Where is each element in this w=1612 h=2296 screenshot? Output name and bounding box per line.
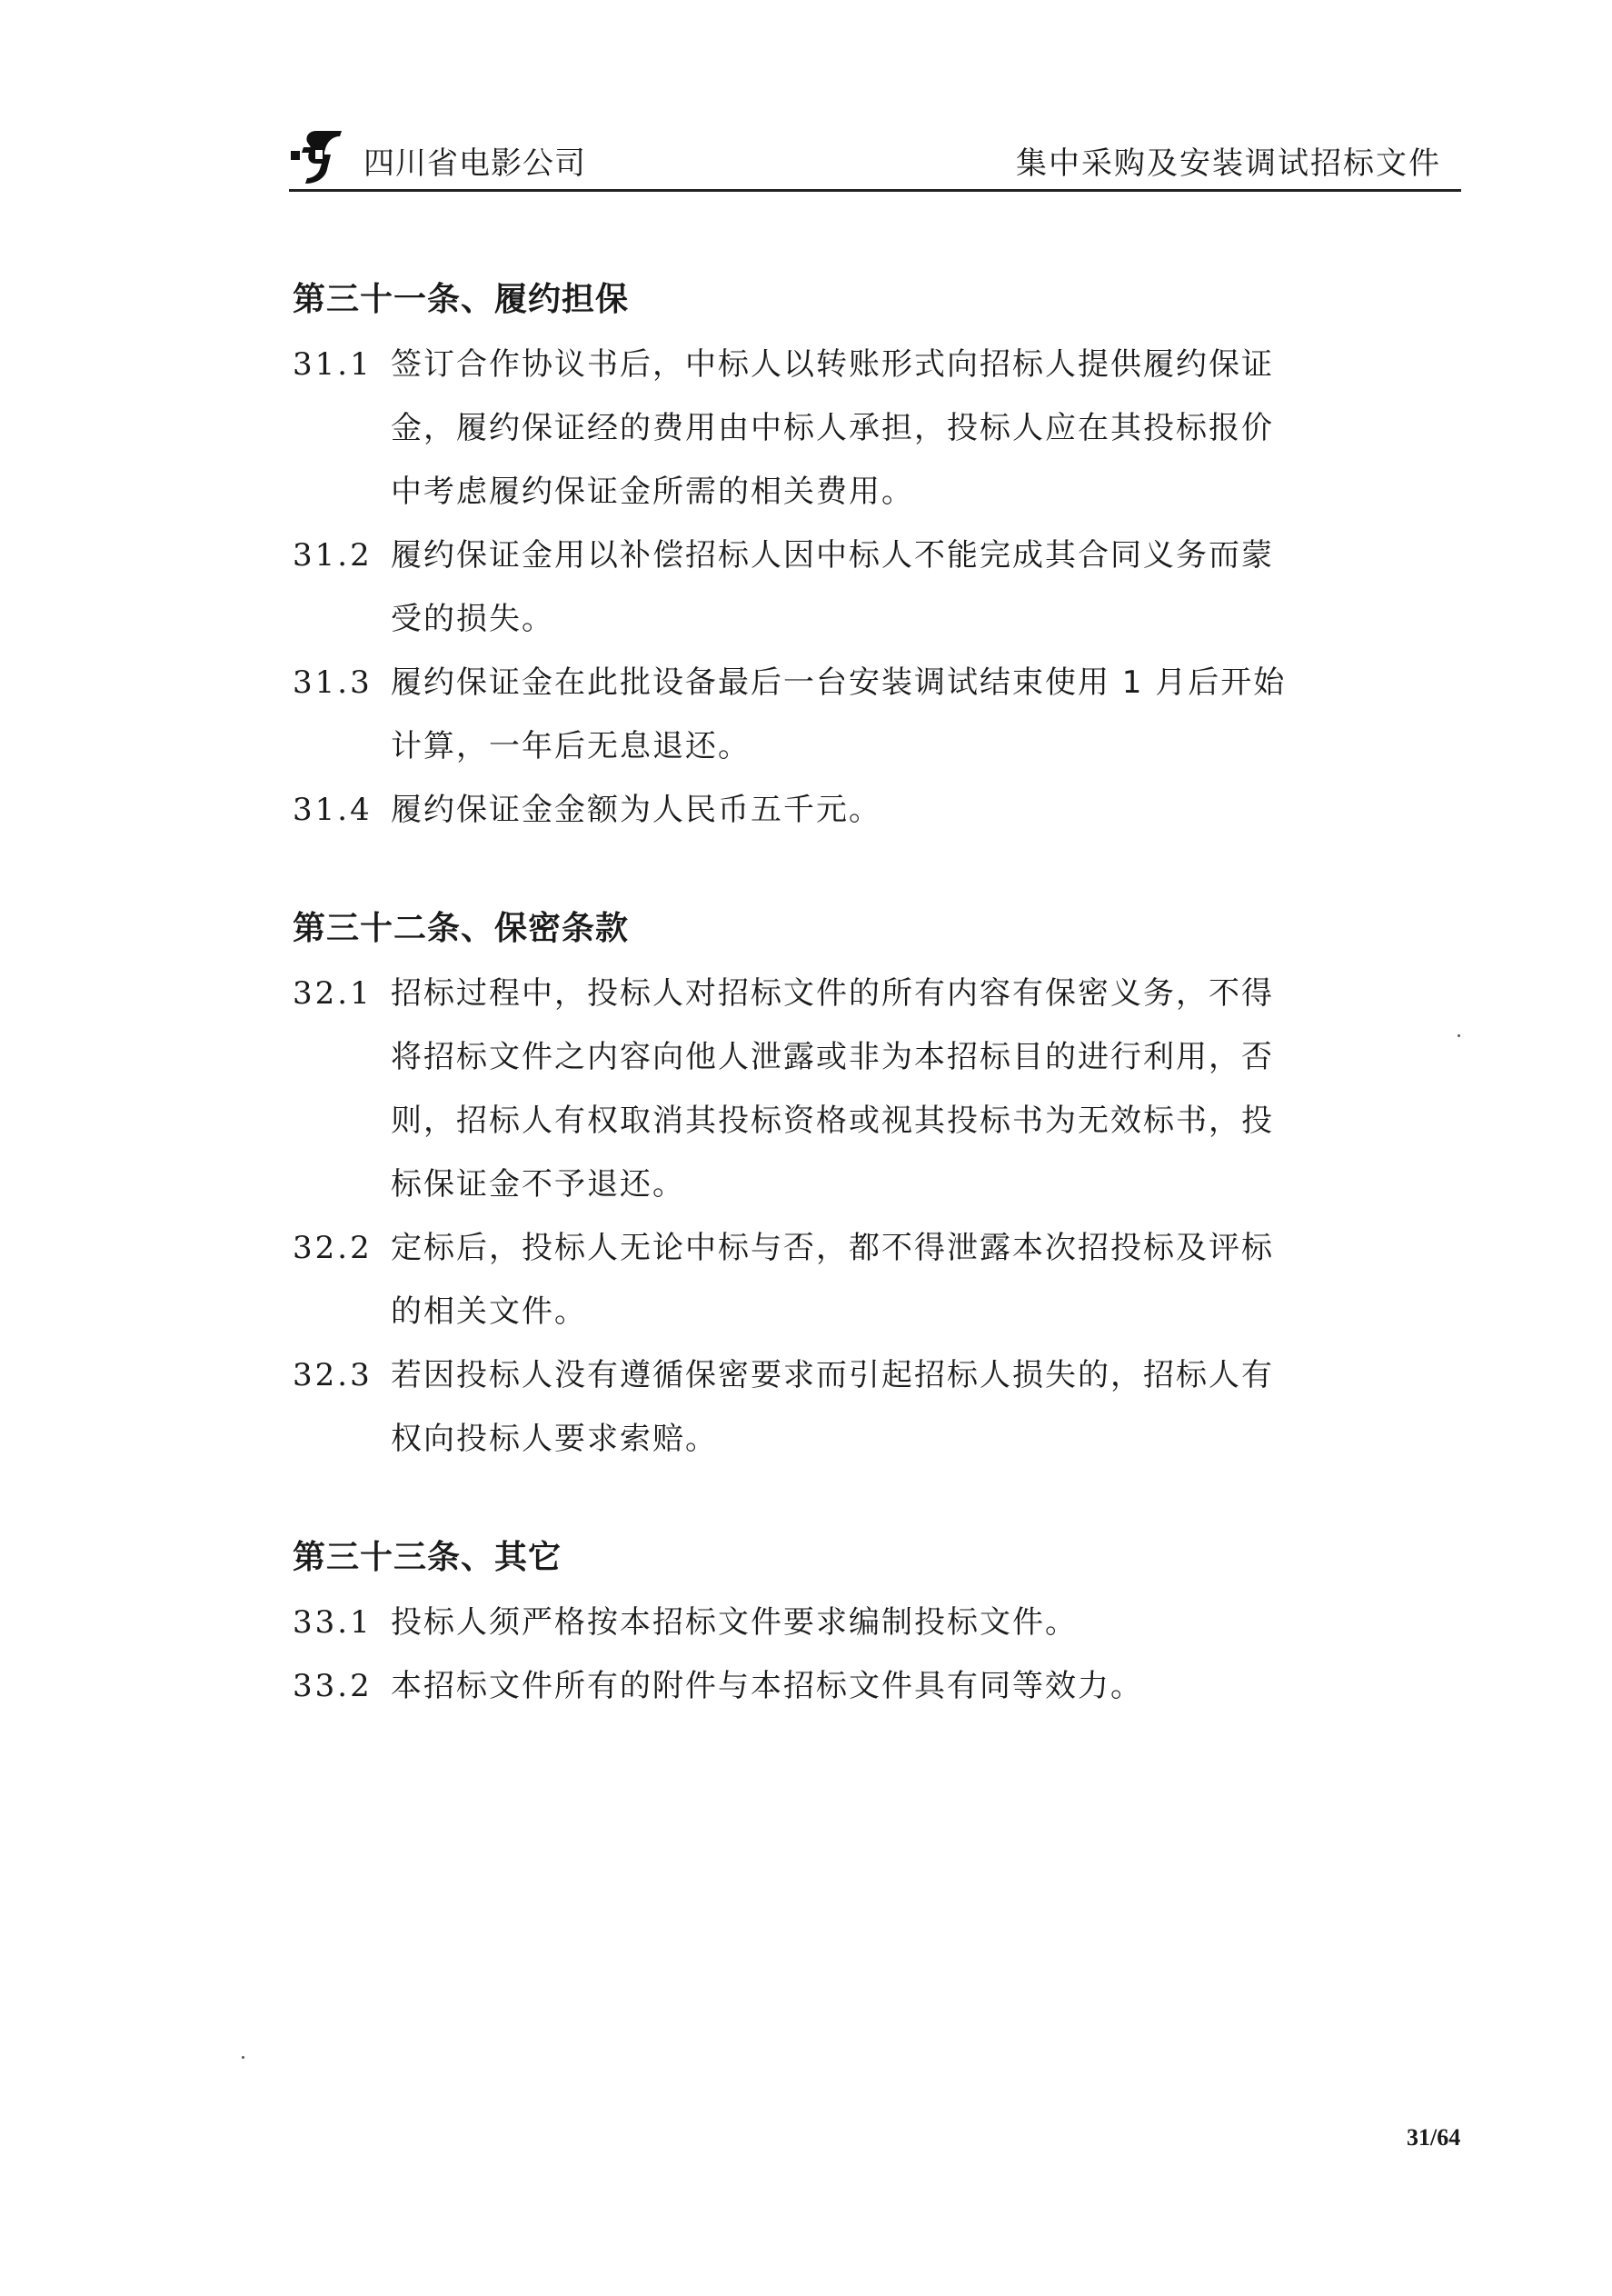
clause [293,1591,1474,1654]
clause [293,962,1474,1216]
clause-text: 履约保证金在此批设备最后一台安装调试结束使用 1 月后开始计算，一年后无息退还。 [391,664,1287,764]
clause-number: 31.2 [293,537,373,574]
company-name: 四川省电影公司 [363,145,586,182]
page-header [289,127,1461,191]
clause [293,778,1474,842]
clause-text: 投标人须严格按本招标文件要求编制投标文件。 [391,1604,1078,1641]
clause [293,1343,1474,1471]
section-spacer [293,842,1474,902]
header-divider [289,189,1461,192]
clause [293,651,1474,778]
clause-number: 32.2 [293,1230,373,1266]
section-32 [293,902,1474,1471]
clause-number: 31.4 [293,792,373,828]
company-logo [289,127,351,187]
page-number: 31/64 [1407,2124,1461,2151]
scan-speck [242,2056,244,2059]
clause-text: 履约保证金金额为人民币五千元。 [391,792,881,828]
clause-number: 31.1 [293,346,373,383]
clause-text: 定标后，投标人无论中标与否，都不得泄露本次招投标及评标的相关文件。 [391,1230,1274,1330]
clause-text: 本招标文件所有的附件与本招标文件具有同等效力。 [391,1668,1143,1704]
section-title: 第三十三条、其它 [293,1539,562,1576]
clause-number: 33.1 [293,1604,373,1641]
document-title: 集中采购及安装调试招标文件 [1016,145,1441,182]
clause-number: 32.3 [293,1357,373,1393]
section-title: 第三十二条、保密条款 [293,910,630,947]
clause-text: 若因投标人没有遵循保密要求而引起招标人损失的，招标人有权向投标人要求索赔。 [391,1357,1274,1457]
scan-speck [1458,1034,1460,1037]
section-33 [293,1531,1474,1718]
clause-number: 31.3 [293,664,373,701]
clause [293,1654,1474,1718]
clause-text: 招标过程中，投标人对招标文件的所有内容有保密义务，不得将招标文件之内容向他人泄露或非为本招标目的进行利用，否则，招标人有权取消其投标资格或视其投标书为无效标书，投标保证金不予退还。 [391,975,1274,1203]
clause [293,524,1474,651]
clause-number: 33.2 [293,1668,373,1704]
section-31 [293,273,1474,842]
clause [293,333,1474,524]
document-body [293,273,1474,1718]
clause-text: 履约保证金用以补偿招标人因中标人不能完成其合同义务而蒙受的损失。 [391,537,1274,637]
section-spacer [293,1471,1474,1531]
clause-number: 32.1 [293,975,373,1012]
clause-text: 签订合作协议书后，中标人以转账形式向招标人提供履约保证金，履约保证经的费用由中标人承担，投标人应在其投标报价中考虑履约保证金所需的相关费用。 [391,346,1274,510]
section-title: 第三十一条、履约担保 [293,281,630,318]
clause [293,1216,1474,1343]
